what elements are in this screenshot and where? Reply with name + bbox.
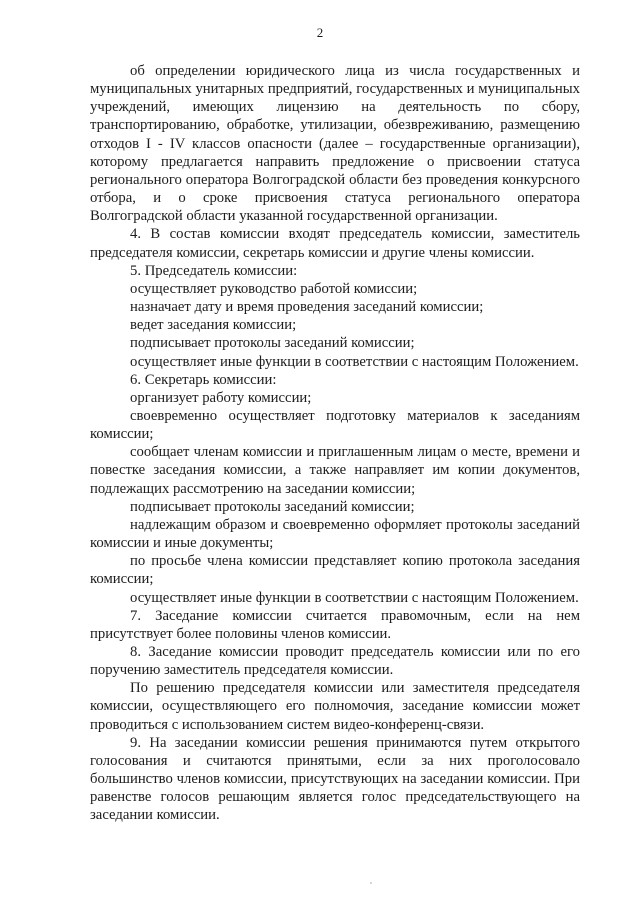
paragraph-secretary-duty: по просьбе члена комиссии представляет копию протокола заседания комиссии; — [90, 553, 580, 588]
paragraph-chair-duty: осуществляет иные функции в соответствии с настоящим Положением. — [130, 353, 579, 370]
paragraph-secretary-duty: надлежащим образом и своевременно оформляет протоколы заседаний комиссии и иные документы; — [90, 516, 580, 552]
scan-speck — [370, 882, 372, 884]
paragraph-item-4: 4. В состав комиссии входят председатель комиссии, заместитель председателя комиссии, секретарь комиссии и другие члены комиссии. — [90, 226, 580, 261]
paragraph-continuation: об определении юридического лица из числа государственных и муниципальных унитарных предприятий, государственных и муниципальных учреждений, имеющих лицензию на деятельность по сбору, транспортированию, обработке, утилизации, обезвреживанию, размещению отходов I - IV классов опасности (далее – государственные организации), которому предлагается направить предложение о присвоении статуса регионального оператора Волгоградской области без проведения конкурсного отбора, и о сроке присвоения статуса регионального оператора Волгоградской области указанной государственной организации. — [90, 63, 580, 225]
paragraph-item-8: 8. Заседание комиссии проводит председатель комиссии или по его поручению заместитель председателя комиссии. — [90, 644, 580, 679]
paragraph-secretary-duty: осуществляет иные функции в соответствии с настоящим Положением. — [130, 589, 579, 606]
paragraph-item-6-heading: 6. Секретарь комиссии: — [130, 371, 277, 388]
page-number: 2 — [316, 25, 324, 40]
paragraph-item-7: 7. Заседание комиссии считается правомочным, если на нем присутствует более половины членов комиссии. — [90, 607, 580, 642]
paragraph-secretary-duty: сообщает членам комиссии и приглашенным лицам о месте, времени и повестке заседания комиссии, а также направляет им копии документов, подлежащих рассмотрению на заседании комиссии; — [90, 444, 580, 497]
paragraph-secretary-duty: своевременно осуществляет подготовку материалов к заседаниям комиссии; — [90, 407, 580, 443]
document-body — [90, 62, 580, 825]
paragraph-chair-duty: подписывает протоколы заседаний комиссии; — [130, 335, 415, 352]
paragraph-videoconference: По решению председателя комиссии или заместителя председателя комиссии, осуществляющего его полномочия, заседание комиссии может проводиться с использованием систем видео-конференц-связи. — [90, 680, 580, 733]
paragraph-chair-duty: осуществляет руководство работой комиссии; — [130, 280, 418, 297]
paragraph-item-5-heading: 5. Председатель комиссии: — [130, 262, 298, 279]
paragraph-chair-duty: назначает дату и время проведения заседаний комиссии; — [130, 299, 484, 316]
paragraph-item-9: 9. На заседании комиссии решения принимаются путем открытого голосования и считаются принятыми, если за них проголосовало большинство членов комиссии, присутствующих на заседании комиссии. При равенстве голосов решающим является голос председательствующего на заседании комиссии. — [90, 734, 580, 824]
paragraph-secretary-duty: подписывает протоколы заседаний комиссии; — [130, 498, 415, 515]
paragraph-secretary-duty: организует работу комиссии; — [130, 389, 312, 406]
paragraph-chair-duty: ведет заседания комиссии; — [130, 317, 297, 334]
